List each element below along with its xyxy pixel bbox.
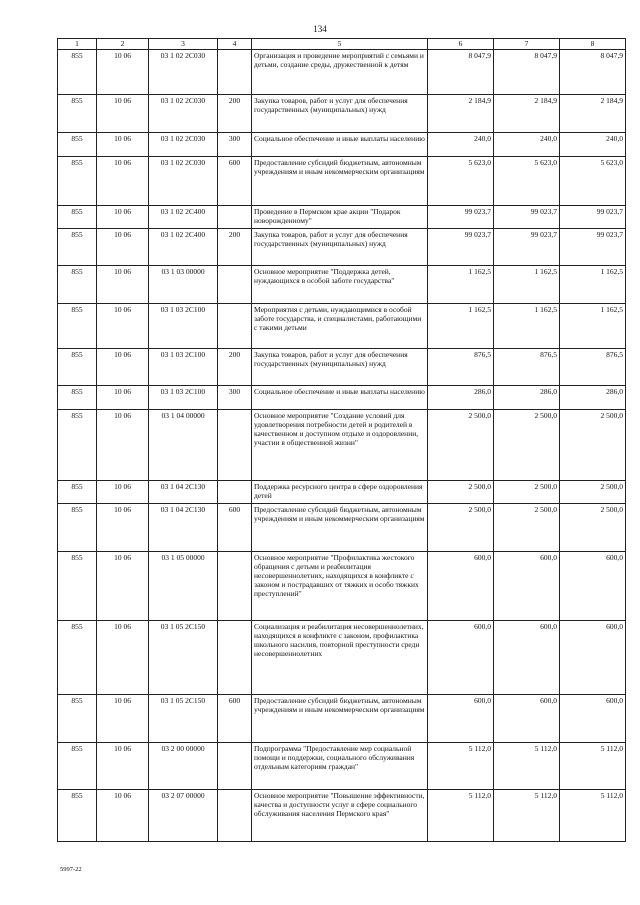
cell-col-7: 2 500,0 [494,410,560,481]
table-row [58,743,626,790]
cell-col-1: 855 [58,790,97,842]
cell-col-7: 2 500,0 [494,504,560,552]
cell-col-1: 855 [58,133,97,157]
cell-col-1: 855 [58,304,97,349]
cell-col-1: 855 [58,157,97,206]
cell-col-7: 5 112,0 [494,743,560,790]
cell-col-3: 03 1 04 2С130 [149,481,218,504]
cell-col-6: 600,0 [428,695,494,743]
header-col-3: 3 [149,39,218,50]
table-row [58,695,626,743]
cell-col-3: 03 1 05 2С150 [149,621,218,695]
table-row [58,790,626,842]
cell-col-3: 03 1 05 2С150 [149,695,218,743]
cell-col-6: 1 162,5 [428,266,494,304]
cell-col-2: 10 06 [97,157,149,206]
cell-col-5: Мероприятия с детьми, нуждающимися в особой заботе государства, и специалистами, работающими с такими детьми [252,304,428,349]
table-row [58,481,626,504]
cell-col-4: 600 [218,157,252,206]
cell-col-2: 10 06 [97,552,149,621]
cell-col-8: 1 162,5 [560,304,626,349]
cell-col-3: 03 1 02 2С030 [149,50,218,95]
cell-col-3: 03 1 02 2С400 [149,229,218,266]
cell-col-2: 10 06 [97,206,149,229]
cell-col-1: 855 [58,349,97,386]
cell-col-3: 03 1 05 00000 [149,552,218,621]
table-row [58,410,626,481]
cell-col-4 [218,410,252,481]
cell-col-7: 2 500,0 [494,481,560,504]
cell-col-7: 876,5 [494,349,560,386]
cell-col-7: 286,0 [494,386,560,410]
cell-col-4 [218,266,252,304]
cell-col-3: 03 1 02 2С030 [149,95,218,133]
cell-col-8: 8 047,9 [560,50,626,95]
cell-col-5: Социализация и реабилитация несовершеннолетних, находящихся в конфликте с законом, профилактика школьного насилия, повторной преступности среди несовершеннолетних [252,621,428,695]
cell-col-4 [218,743,252,790]
cell-col-1: 855 [58,552,97,621]
cell-col-1: 855 [58,266,97,304]
cell-col-7: 600,0 [494,695,560,743]
cell-col-2: 10 06 [97,95,149,133]
cell-col-8: 2 500,0 [560,481,626,504]
cell-col-8: 2 500,0 [560,504,626,552]
cell-col-6: 2 500,0 [428,504,494,552]
cell-col-4: 200 [218,229,252,266]
cell-col-8: 600,0 [560,621,626,695]
header-col-8: 8 [560,39,626,50]
cell-col-8: 5 112,0 [560,790,626,842]
cell-col-7: 2 184,9 [494,95,560,133]
table-row [58,621,626,695]
cell-col-5: Закупка товаров, работ и услуг для обеспечения государственных (муниципальных) нужд [252,349,428,386]
cell-col-1: 855 [58,50,97,95]
cell-col-8: 876,5 [560,349,626,386]
cell-col-7: 99 023,7 [494,206,560,229]
cell-col-1: 855 [58,743,97,790]
cell-col-6: 2 184,9 [428,95,494,133]
cell-col-5: Предоставление субсидий бюджетным, автономным учреждениям и иным некоммерческим организациям [252,157,428,206]
cell-col-6: 286,0 [428,386,494,410]
cell-col-3: 03 1 02 2С400 [149,206,218,229]
cell-col-1: 855 [58,504,97,552]
cell-col-5: Основное мероприятие "Профилактика жестокого обращения с детьми и реабилитация несовершеннолетних, находящихся в конфликте с законом и пострадавших от тяжких и особо тяжких преступлений" [252,552,428,621]
cell-col-6: 876,5 [428,349,494,386]
cell-col-8: 2 500,0 [560,410,626,481]
cell-col-8: 2 184,9 [560,95,626,133]
cell-col-2: 10 06 [97,790,149,842]
table-row [58,386,626,410]
cell-col-8: 5 623,0 [560,157,626,206]
cell-col-3: 03 2 07 00000 [149,790,218,842]
cell-col-8: 286,0 [560,386,626,410]
cell-col-7: 600,0 [494,621,560,695]
cell-col-4: 600 [218,695,252,743]
cell-col-4 [218,621,252,695]
cell-col-4 [218,552,252,621]
cell-col-6: 2 500,0 [428,481,494,504]
cell-col-8: 600,0 [560,695,626,743]
cell-col-8: 1 162,5 [560,266,626,304]
cell-col-1: 855 [58,695,97,743]
cell-col-3: 03 1 03 2С100 [149,304,218,349]
cell-col-8: 5 112,0 [560,743,626,790]
table-row [58,50,626,95]
cell-col-6: 1 162,5 [428,304,494,349]
cell-col-1: 855 [58,229,97,266]
cell-col-1: 855 [58,206,97,229]
header-row [58,39,626,50]
cell-col-5: Закупка товаров, работ и услуг для обеспечения государственных (муниципальных) нужд [252,95,428,133]
cell-col-4 [218,206,252,229]
cell-col-5: Поддержка ресурсного центра в сфере оздоровления детей [252,481,428,504]
cell-col-4: 300 [218,386,252,410]
cell-col-7: 5 112,0 [494,790,560,842]
cell-col-1: 855 [58,481,97,504]
cell-col-5: Основное мероприятие "Поддержка детей, нуждающихся в особой заботе государства" [252,266,428,304]
table-row [58,266,626,304]
cell-col-1: 855 [58,95,97,133]
cell-col-3: 03 2 00 00000 [149,743,218,790]
table-row [58,206,626,229]
cell-col-6: 5 623,0 [428,157,494,206]
cell-col-4: 200 [218,349,252,386]
cell-col-7: 1 162,5 [494,304,560,349]
cell-col-5: Предоставление субсидий бюджетным, автономным учреждениям и иным некоммерческим организациям [252,695,428,743]
cell-col-2: 10 06 [97,133,149,157]
header-col-4: 4 [218,39,252,50]
cell-col-5: Закупка товаров, работ и услуг для обеспечения государственных (муниципальных) нужд [252,229,428,266]
header-col-7: 7 [494,39,560,50]
cell-col-2: 10 06 [97,349,149,386]
cell-col-5: Организация и проведение мероприятий с семьями и детьми, создание среды, дружественной к детям [252,50,428,95]
cell-col-8: 240,0 [560,133,626,157]
cell-col-4: 300 [218,133,252,157]
cell-col-3: 03 1 03 2С100 [149,386,218,410]
cell-col-7: 99 023,7 [494,229,560,266]
cell-col-4: 200 [218,95,252,133]
page-number: 134 [313,24,327,34]
cell-col-5: Социальное обеспечение и иные выплаты населению [252,133,428,157]
cell-col-6: 2 500,0 [428,410,494,481]
cell-col-5: Проведение в Пермском крае акции "Подарок новорожденному" [252,206,428,229]
cell-col-8: 99 023,7 [560,229,626,266]
cell-col-5: Социальное обеспечение и иные выплаты населению [252,386,428,410]
cell-col-2: 10 06 [97,50,149,95]
cell-col-6: 600,0 [428,552,494,621]
cell-col-5: Основное мероприятие "Повышение эффективности, качества и доступности услуг в сфере социального обслуживания населения Пермского края" [252,790,428,842]
cell-col-2: 10 06 [97,304,149,349]
cell-col-5: Подпрограмма "Предоставление мер социальной помощи и поддержки, социального обслуживания отдельным категориям граждан" [252,743,428,790]
cell-col-6: 5 112,0 [428,790,494,842]
cell-col-5: Основное мероприятие "Создание условий для удовлетворения потребности детей и родителей в качественном и доступном отдыхе и оздоровлении, участии в общественной жизни" [252,410,428,481]
cell-col-6: 99 023,7 [428,229,494,266]
table-row [58,229,626,266]
cell-col-3: 03 1 04 00000 [149,410,218,481]
cell-col-6: 240,0 [428,133,494,157]
cell-col-6: 8 047,9 [428,50,494,95]
cell-col-2: 10 06 [97,743,149,790]
cell-col-1: 855 [58,386,97,410]
cell-col-2: 10 06 [97,504,149,552]
table-row [58,95,626,133]
table-row [58,552,626,621]
cell-col-2: 10 06 [97,621,149,695]
cell-col-3: 03 1 04 2С130 [149,504,218,552]
cell-col-1: 855 [58,621,97,695]
cell-col-6: 99 023,7 [428,206,494,229]
cell-col-7: 600,0 [494,552,560,621]
cell-col-2: 10 06 [97,695,149,743]
cell-col-6: 5 112,0 [428,743,494,790]
header-col-6: 6 [428,39,494,50]
cell-col-4 [218,50,252,95]
budget-table [57,38,626,842]
cell-col-3: 03 1 03 2С100 [149,349,218,386]
cell-col-7: 1 162,5 [494,266,560,304]
cell-col-2: 10 06 [97,386,149,410]
cell-col-7: 8 047,9 [494,50,560,95]
cell-col-3: 03 1 02 2С030 [149,133,218,157]
cell-col-7: 5 623,0 [494,157,560,206]
cell-col-2: 10 06 [97,229,149,266]
table-row [58,133,626,157]
document-code: 5997-22 [60,866,82,873]
cell-col-4: 600 [218,504,252,552]
cell-col-4 [218,790,252,842]
cell-col-5: Предоставление субсидий бюджетным, автономным учреждениям и иным некоммерческим организациям [252,504,428,552]
cell-col-6: 600,0 [428,621,494,695]
table-row [58,157,626,206]
header-col-5: 5 [252,39,428,50]
cell-col-8: 600,0 [560,552,626,621]
cell-col-8: 99 023,7 [560,206,626,229]
cell-col-2: 10 06 [97,481,149,504]
table-row [58,504,626,552]
header-col-1: 1 [58,39,97,50]
cell-col-4 [218,481,252,504]
cell-col-1: 855 [58,410,97,481]
cell-col-3: 03 1 03 00000 [149,266,218,304]
cell-col-7: 240,0 [494,133,560,157]
cell-col-4 [218,304,252,349]
cell-col-2: 10 06 [97,266,149,304]
cell-col-2: 10 06 [97,410,149,481]
table-row [58,304,626,349]
table-row [58,349,626,386]
cell-col-3: 03 1 02 2С030 [149,157,218,206]
header-col-2: 2 [97,39,149,50]
